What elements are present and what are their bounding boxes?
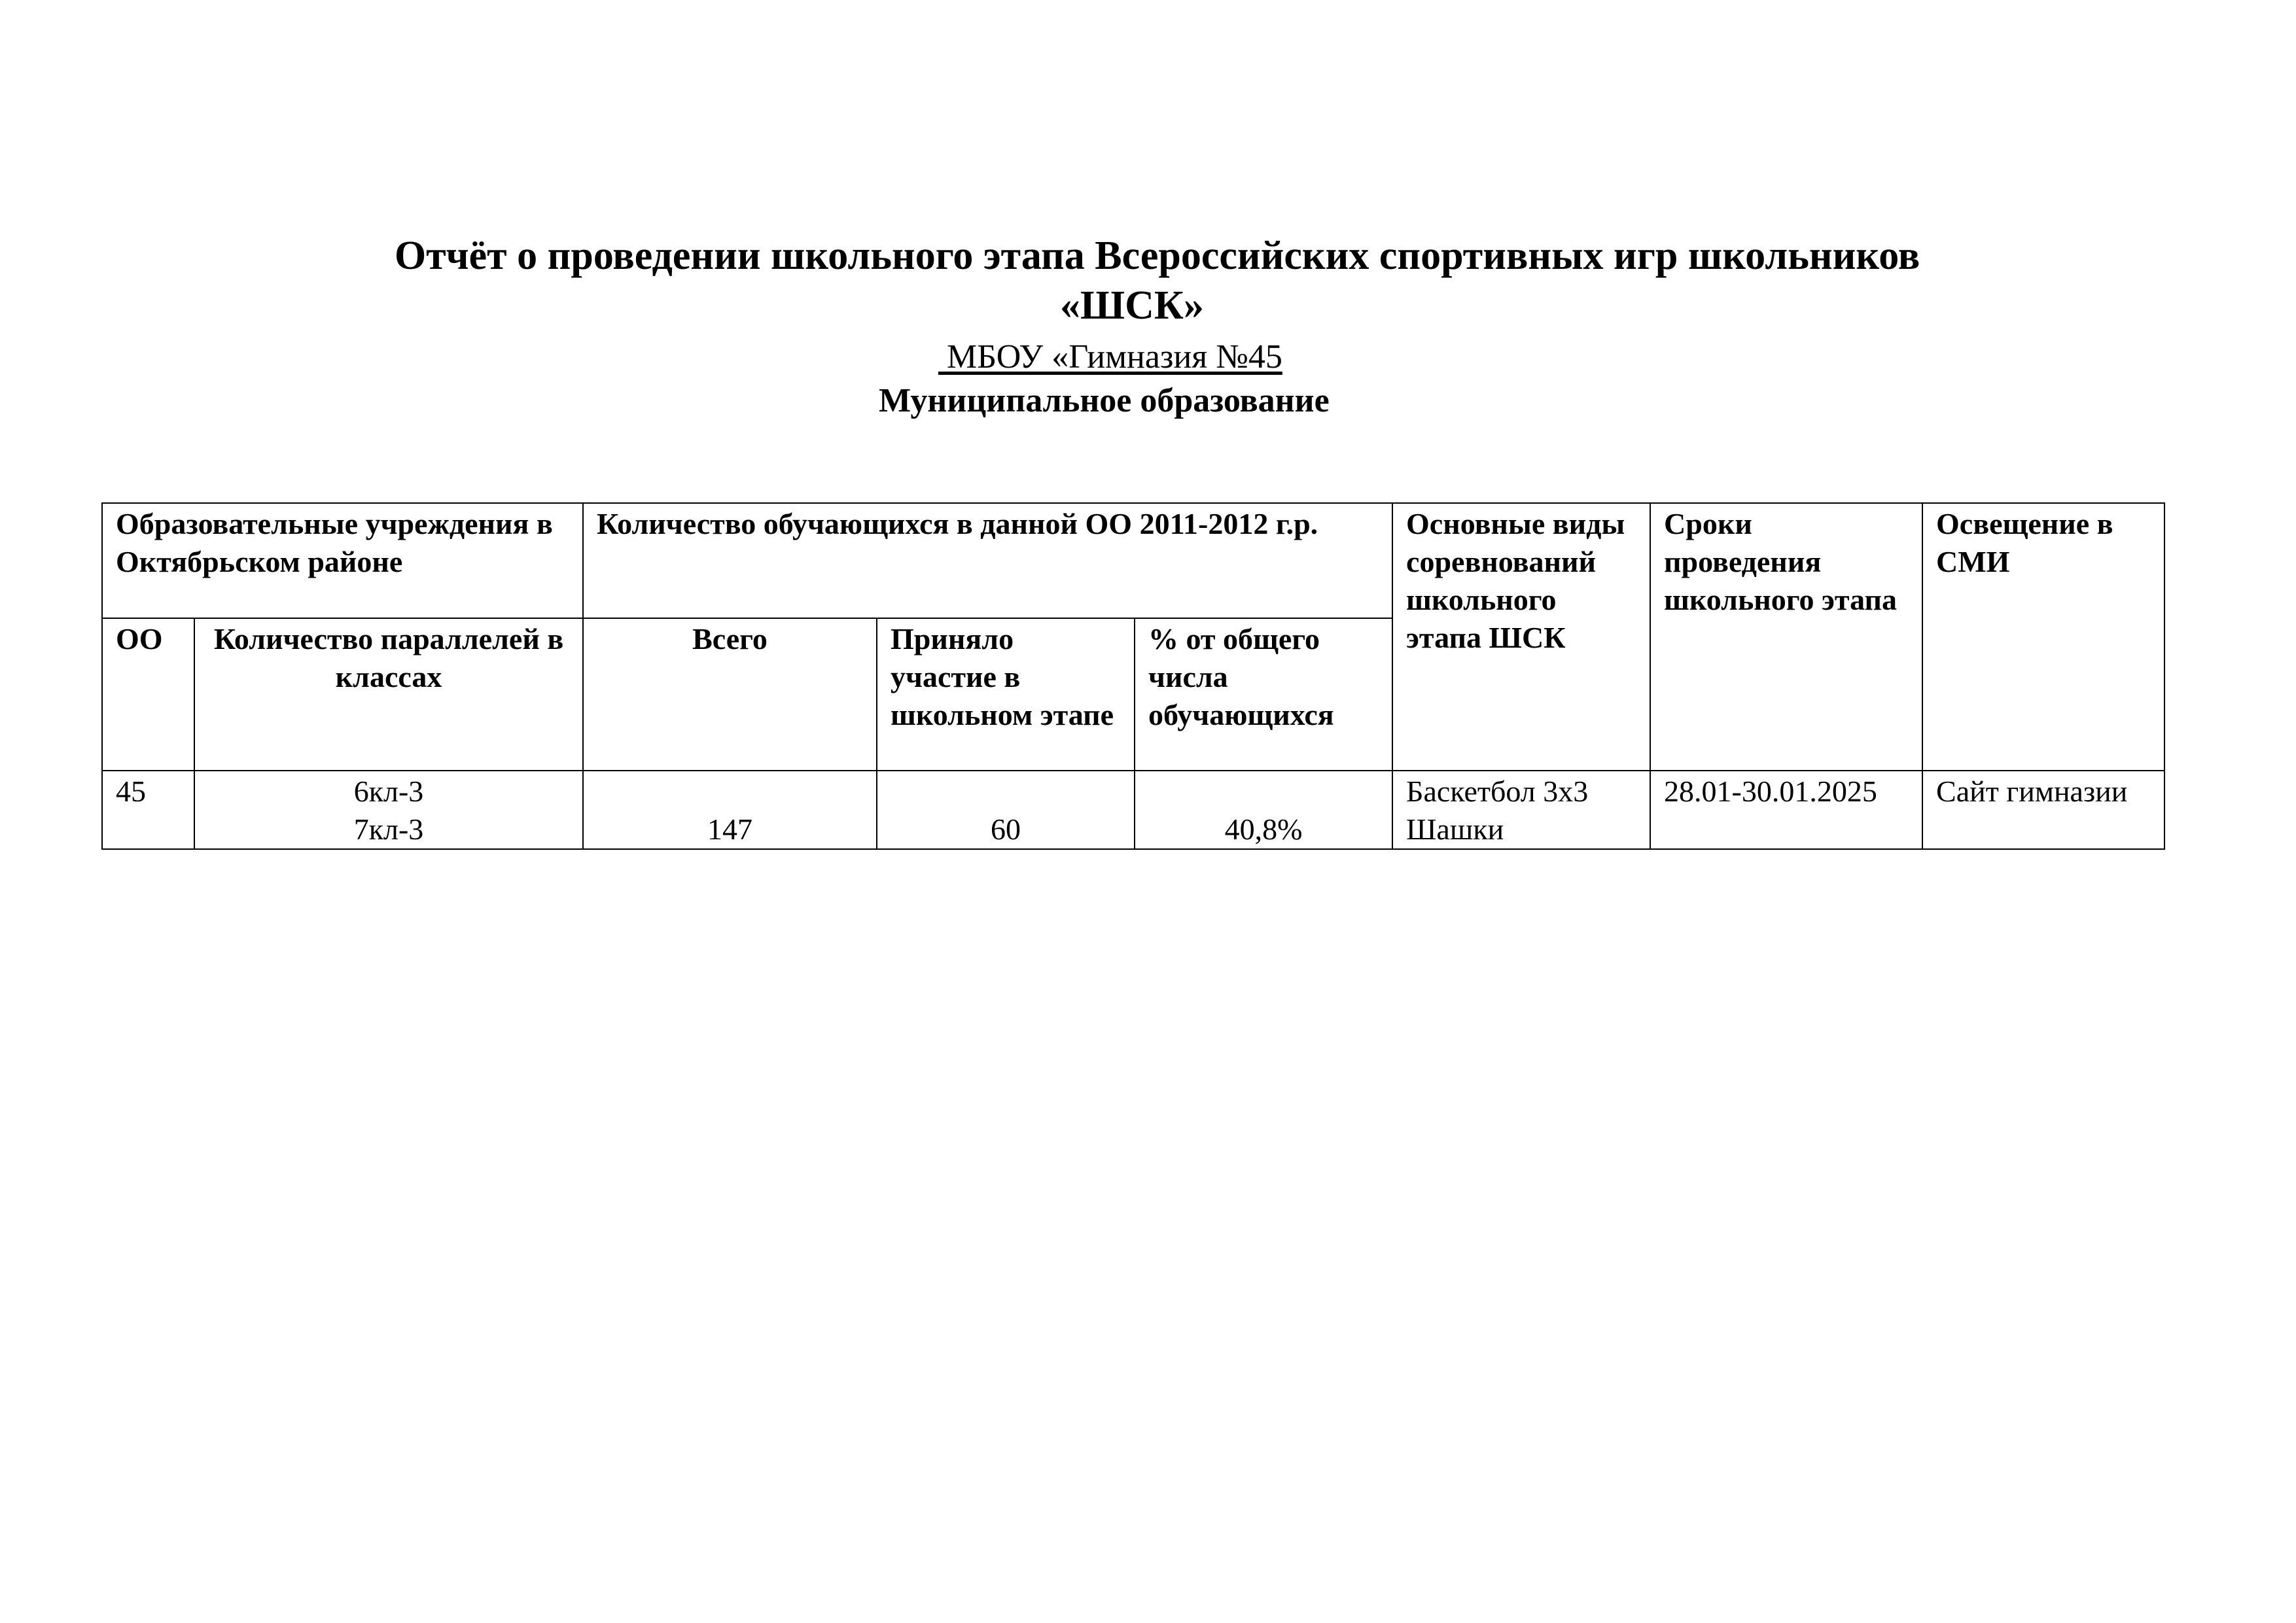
cell-total: 147 (583, 771, 877, 849)
header-parallels: Количество параллелей в классах (194, 618, 583, 771)
header-students-count: Количество обучающихся в данной ОО 2011-2012 г.р. (583, 503, 1392, 618)
header-media: Освещение в СМИ (1922, 503, 2164, 771)
cell-dates: 28.01-30.01.2025 (1650, 771, 1922, 849)
report-title: Отчёт о проведении школьного этапа Всероссийских спортивных игр школьников (395, 234, 1920, 278)
municipal-label: Муниципальное образование (879, 382, 1330, 419)
cell-media: Сайт гимназии (1922, 771, 2164, 849)
cell-parallels (194, 771, 583, 849)
header-competitions: Основные виды соревнований школьного этапа ШСК (1392, 503, 1650, 771)
header-percent: % от общего числа обучающихся (1135, 618, 1392, 771)
cell-competitions (1392, 771, 1650, 849)
header-institutions: Образовательные учреждения в Октябрьском районе (102, 503, 583, 618)
parallel-item: 7кл-3 (353, 812, 424, 846)
cell-percent: 40,8% (1135, 771, 1392, 849)
header-dates: Сроки проведения школьного этапа (1650, 503, 1922, 771)
organization-name: МБОУ «Гимназия №45 (938, 338, 1282, 375)
report-table (101, 502, 2165, 850)
cell-oo: 45 (102, 771, 194, 849)
header-participated: Приняло участие в школьном этапе (877, 618, 1135, 771)
table-row (102, 771, 2164, 849)
report-title-subtitle: «ШСК» (1060, 283, 1204, 328)
header-total: Всего (583, 618, 877, 771)
competition-item: Шашки (1406, 812, 1504, 846)
parallel-item: 6кл-3 (353, 775, 424, 808)
header-oo: ОО (102, 618, 194, 771)
competition-item: Баскетбол 3х3 (1406, 775, 1589, 808)
cell-participated: 60 (877, 771, 1135, 849)
header-row-1 (102, 503, 2164, 618)
